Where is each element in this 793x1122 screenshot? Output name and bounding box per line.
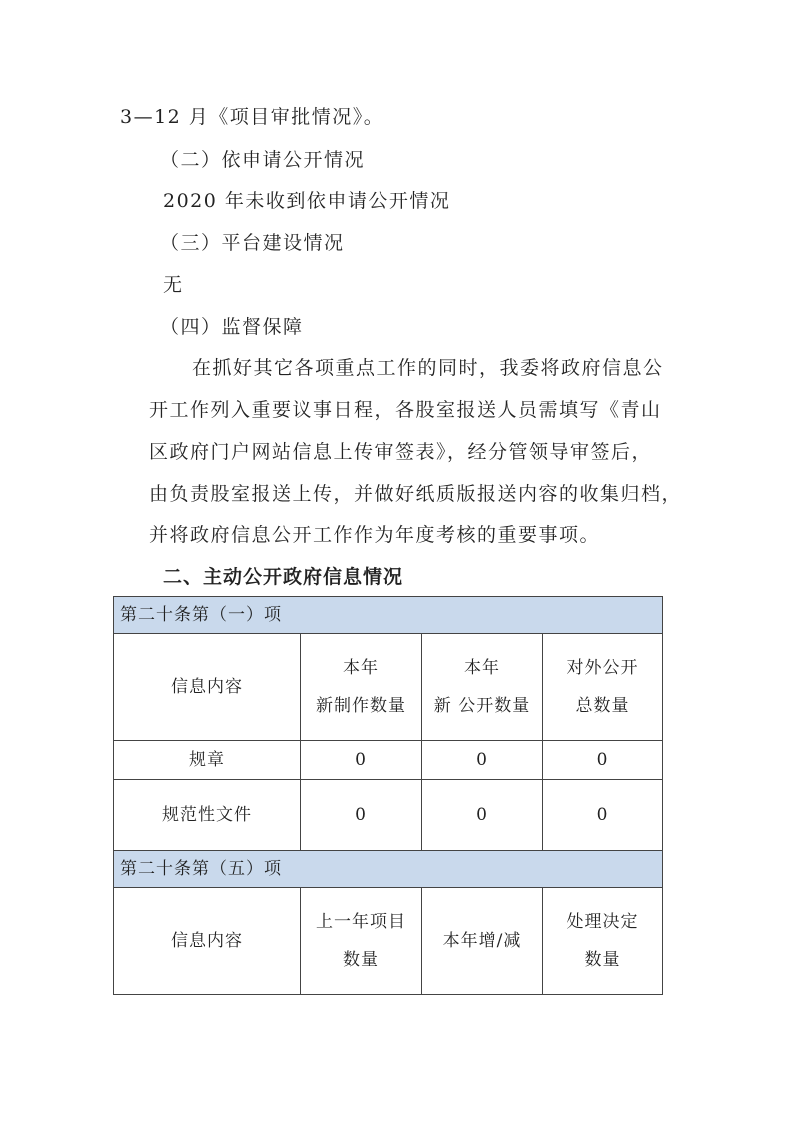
header2-prev-year: [301, 888, 422, 995]
header-total-published: [543, 634, 663, 741]
paragraph-line: 3—12 月《项目审批情况》。: [120, 106, 385, 128]
disclosure-table: [113, 596, 663, 995]
header2-decisions-line2: 数量: [584, 950, 621, 970]
header-new-published-line2: 新 公开数量: [433, 696, 531, 716]
header2-content-label: 信息内容: [114, 888, 301, 995]
header2-prev-year-line2: 数量: [343, 950, 379, 970]
row-label: 规章: [114, 741, 301, 780]
paragraph-line: 区政府门户网站信息上传审签表》，经分管领导审签后，: [149, 441, 653, 463]
header-new-published-line1: 本年: [464, 658, 500, 678]
row-value: 0: [422, 780, 543, 851]
section-heading: 二、主动公开政府信息情况: [163, 566, 404, 588]
row-label: 规范性文件: [114, 780, 301, 851]
row-value: 0: [301, 780, 422, 851]
header-new-made-line1: 本年: [343, 658, 379, 678]
header-new-made-line2: 新制作数量: [316, 696, 406, 716]
header-total-line2: 总数量: [575, 696, 630, 716]
row-value: 0: [301, 741, 422, 780]
header2-decisions-line1: 处理决定: [566, 912, 639, 932]
header-new-published: [422, 634, 543, 741]
table-row: [114, 780, 663, 851]
header2-prev-year-line1: 上一年项目: [316, 912, 406, 932]
paragraph-line: 在抓好其它各项重点工作的同时，我委将政府信息公: [192, 357, 664, 379]
table-section-title: 第二十条第（五）项: [114, 851, 663, 888]
header2-change: 本年增/减: [422, 888, 543, 995]
paragraph-line: 并将政府信息公开工作作为年度考核的重要事项。: [149, 524, 601, 546]
row-value: 0: [543, 780, 663, 851]
paragraph-line: 由负责股室报送上传，并做好纸质版报送内容的收集归档，: [149, 483, 683, 505]
header-new-made: [301, 634, 422, 741]
paragraph-line: 无: [163, 274, 184, 296]
header-total-line1: 对外公开: [566, 658, 639, 678]
subheading-4: （四）监督保障: [160, 316, 304, 338]
header-content-label: 信息内容: [114, 634, 301, 741]
header2-decisions: [543, 888, 663, 995]
row-value: 0: [422, 741, 543, 780]
table-section-title: 第二十条第（一）项: [114, 597, 663, 634]
subheading-3: （三）平台建设情况: [160, 232, 345, 254]
paragraph-line: 2020 年未收到依申请公开情况: [163, 190, 451, 212]
subheading-2: （二）依申请公开情况: [160, 149, 366, 171]
paragraph-line: 开工作列入重要议事日程，各股室报送人员需填写《青山: [149, 399, 662, 421]
row-value: 0: [543, 741, 663, 780]
table-row: [114, 741, 663, 780]
